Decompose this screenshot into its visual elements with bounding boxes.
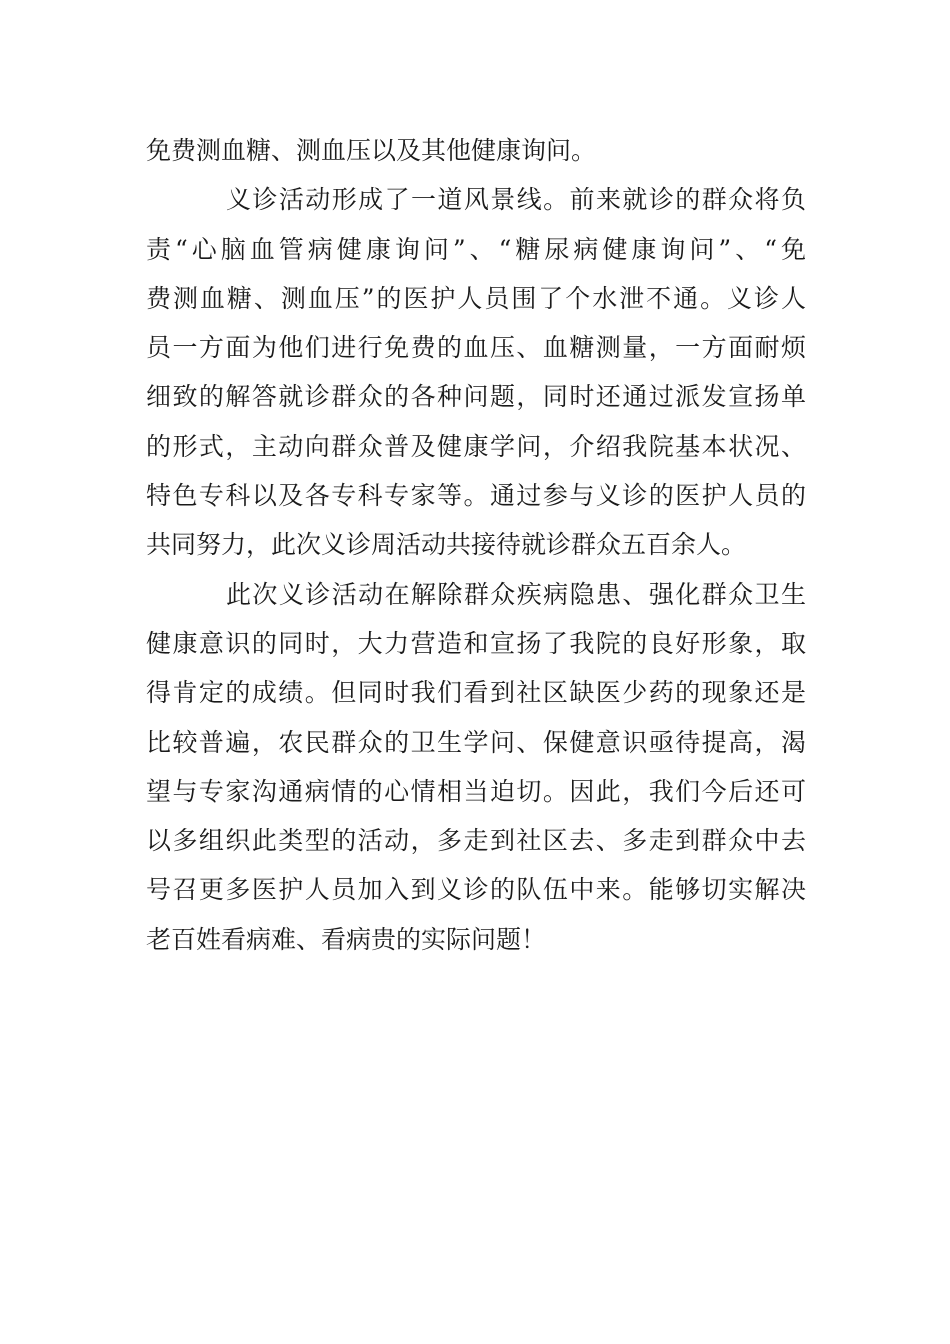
text-line: 此次义诊活动在解除群众疾病隐患、强化群众卫生 (226, 579, 806, 609)
text-line: 费测血糖、测血压”的医护人员围了个水泄不通。义诊人 (146, 283, 806, 313)
text-line: 责“心脑血管病健康询问”、“糖尿病健康询问”、“免 (146, 234, 806, 264)
text-line: 的形式，主动向群众普及健康学问，介绍我院基本状况、 (146, 431, 806, 461)
paragraph-3 (146, 570, 806, 964)
text-line: 共同努力，此次义诊周活动共接待就诊群众五百余人。 (146, 530, 747, 560)
text-line: 健康意识的同时，大力营造和宣扬了我院的良好形象，取 (146, 628, 806, 658)
text-line: 号召更多医护人员加入到义诊的队伍中来。能够切实解决 (146, 875, 806, 905)
text-line: 望与专家沟通病情的心情相当迫切。因此，我们今后还可 (146, 776, 806, 806)
paragraph-2 (146, 175, 806, 569)
text-line: 比较普遍，农民群众的卫生学问、保健意识亟待提高，渴 (146, 727, 806, 757)
text-line: 特色专科以及各专科专家等。通过参与义诊的医护人员的 (146, 481, 806, 511)
text-line: 得肯定的成绩。但同时我们看到社区缺医少药的现象还是 (146, 678, 806, 708)
text-line: 老百姓看病难、看病贵的实际问题！ (146, 924, 547, 954)
text-line: 义诊活动形成了一道风景线。前来就诊的群众将负 (226, 185, 806, 215)
paragraph-1 (146, 126, 806, 175)
text-line: 员一方面为他们进行免费的血压、血糖测量，一方面耐烦 (146, 333, 806, 363)
text-line: 免费测血糖、测血压以及其他健康询问。 (146, 136, 597, 165)
text-line: 细致的解答就诊群众的各种问题，同时还通过派发宣扬单 (146, 382, 806, 412)
text-line: 以多组织此类型的活动，多走到社区去、多走到群众中去 (146, 826, 806, 856)
document-body (146, 126, 806, 964)
